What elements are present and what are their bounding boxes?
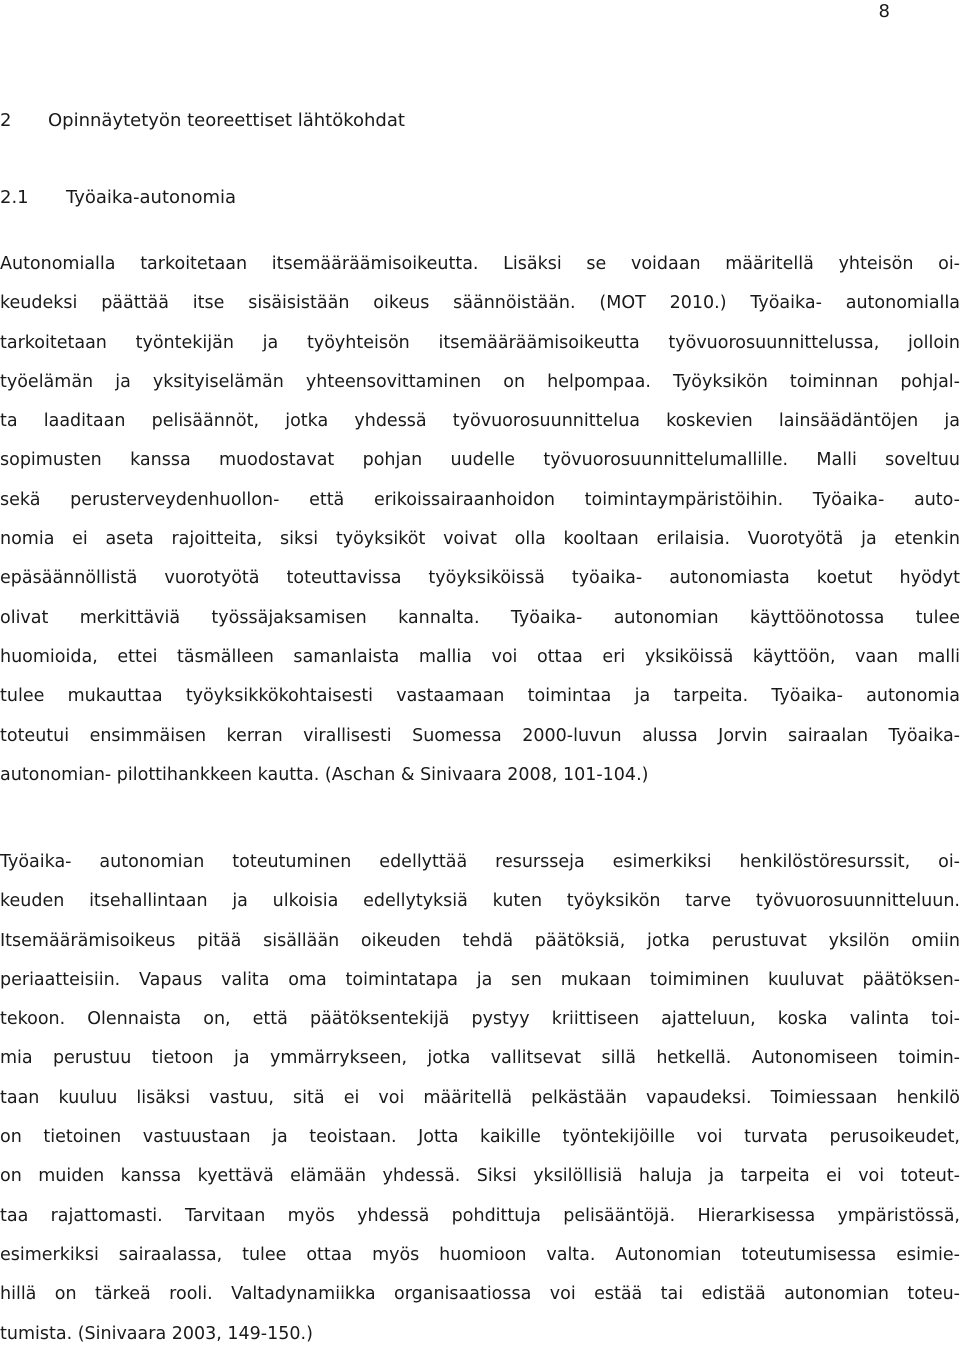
text-line: tumista. (Sinivaara 2003, 149-150.) <box>0 1323 313 1344</box>
text-line: Autonomialla tarkoitetaan itsemääräämisoikeutta. Lisäksi se voidaan määritellä yhteisön oi- <box>0 254 960 274</box>
text-line: mia perustuu tietoon ja ymmärrykseen, jotka vallitsevat sillä hetkellä. Autonomiseen toimin- <box>0 1048 960 1069</box>
chapter-heading <box>0 109 405 133</box>
text-line: ta laaditaan pelisäännöt, jotka yhdessä työvuorosuunnittelua koskevien lainsäädäntöjen ja <box>0 411 960 432</box>
chapter-title: Opinnäytetyön teoreettiset lähtökohdat <box>48 110 405 131</box>
text-line: keudeksi päättää itse sisäisistään oikeus säännöistään. (MOT 2010.) Työaika- autonomialla <box>0 293 960 314</box>
text-line: on muiden kanssa kyettävä elämään yhdessä. Siksi yksilöllisiä haluja ja tarpeita ei voi toteut- <box>0 1166 960 1187</box>
text-line: on tietoinen vastuustaan ja teoistaan. Jotta kaikille työntekijöille voi turvata perusoikeudet, <box>0 1127 960 1148</box>
text-line: epäsäännöllistä vuorotyötä toteuttavissa työyksiköissä työaika- autonomiasta koetut hyödyt <box>0 568 960 589</box>
chapter-number: 2 <box>0 110 12 131</box>
page-number: 8 <box>878 1 890 22</box>
text-line: työelämän ja yksityiselämän yhteensovittaminen on helpompaa. Työyksikön toiminnan pohjal- <box>0 371 960 392</box>
text-line: sopimusten kanssa muodostavat pohjan uudelle työvuorosuunnittelumallille. Malli soveltuu <box>0 450 960 471</box>
text-line: olivat merkittäviä työssäjaksamisen kannalta. Työaika- autonomian käyttöönotossa tulee <box>0 607 960 628</box>
text-line: Työaika- autonomian toteutuminen edellyttää resursseja esimerkiksi henkilöstöresurssit, oi- <box>0 852 960 872</box>
text-line: nomia ei aseta rajoitteita, siksi työyksiköt voivat olla kooltaan erilaisia. Vuorotyötä ja etenkin <box>0 529 960 550</box>
text-line: toteutui ensimmäisen kerran virallisesti Suomessa 2000-luvun alussa Jorvin sairaalan Työaika- <box>0 725 960 746</box>
text-line: sekä perusterveydenhuollon- että erikoissairaanhoidon toimintaympäristöihin. Työaika- auto- <box>0 489 960 510</box>
text-line: Itsemäärämisoikeus pitää sisällään oikeuden tehdä päätöksiä, jotka perustuvat yksilön omiin <box>0 930 960 951</box>
section-number: 2.1 <box>0 187 29 208</box>
text-line: autonomian- pilottihankkeen kautta. (Aschan & Sinivaara 2008, 101-104.) <box>0 764 649 785</box>
text-line: hillä on tärkeä rooli. Valtadynamiikka organisaatiossa voi estää tai edistää autonomian toteu- <box>0 1284 960 1305</box>
text-line: esimerkiksi sairaalassa, tulee ottaa myös huomioon valta. Autonomian toteutumisessa esimie- <box>0 1244 960 1265</box>
text-line: tarkoitetaan työntekijän ja työyhteisön itsemääräämisoikeutta työvuorosuunnittelussa, jolloin <box>0 332 960 353</box>
section-heading <box>0 186 236 210</box>
text-line: tulee mukauttaa työyksikkökohtaisesti vastaamaan toimintaa ja tarpeita. Työaika- autonomia <box>0 686 960 707</box>
text-line: keuden itsehallintaan ja ulkoisia edellytyksiä kuten työyksikön tarve työvuorosuunnitteluun. <box>0 891 960 912</box>
text-line: huomioida, ettei täsmälleen samanlaista mallia voi ottaa eri yksiköissä käyttöön, vaan malli <box>0 646 960 667</box>
text-line: taa rajattomasti. Tarvitaan myös yhdessä pohdittuja pelisääntöjä. Hierarkisessa ympäristössä, <box>0 1205 960 1226</box>
text-line: taan kuuluu lisäksi vastuu, sitä ei voi määritellä pelkästään vapaudeksi. Toimiessaan henkilö <box>0 1087 960 1108</box>
section-title: Työaika-autonomia <box>66 187 237 208</box>
text-line: tekoon. Olennaista on, että päätöksentekijä pystyy kriittiseen ajatteluun, koska valinta toi- <box>0 1009 960 1030</box>
text-line: periaatteisiin. Vapaus valita oma toimintatapa ja sen mukaan toimiminen kuuluvat päätöksen- <box>0 969 960 990</box>
paragraph-1 <box>0 245 960 795</box>
paragraph-2 <box>0 843 960 1354</box>
